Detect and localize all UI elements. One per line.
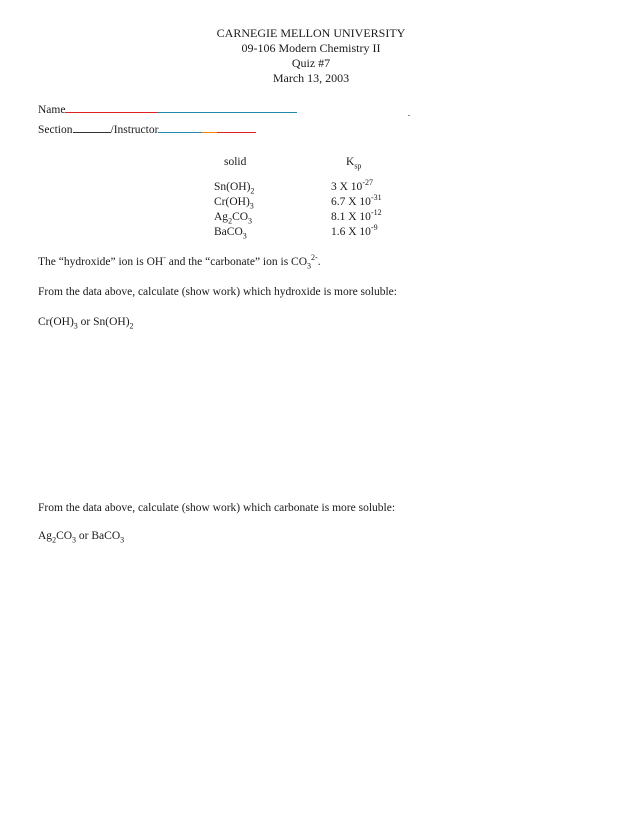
solid-name-tail: CO [232, 211, 249, 223]
ksp-exponent: -9 [370, 223, 378, 233]
quiz-date: March 13, 2003 [272, 71, 350, 85]
ions-sentence [38, 253, 321, 271]
section-label: Section [38, 124, 73, 136]
solid-row [214, 225, 254, 240]
instructor-label: /Instructor [110, 124, 159, 136]
question-2-prompt: From the data above, calculate (show work) which carbonate is more soluble: [38, 502, 396, 514]
question-1-choices [38, 316, 134, 331]
quiz-title: Quiz #7 [291, 56, 331, 70]
ksp-sub: sp [354, 161, 362, 171]
choice-sub: 3 [73, 321, 78, 331]
solid-row [214, 195, 254, 210]
solid-sub: 2 [250, 186, 255, 196]
ksp-value: 6.7 X 10 [331, 196, 371, 208]
solid-column [214, 180, 254, 240]
solid-sub: 3 [249, 201, 254, 211]
or-text: or [76, 530, 92, 542]
col-ksp-header [346, 156, 362, 171]
solid-sub: 2 [228, 216, 233, 226]
stray-mark [408, 115, 410, 116]
question-2-choices [38, 530, 125, 545]
sentence-period: . [317, 256, 321, 268]
ksp-row [331, 225, 382, 240]
choice-sub: 2 [129, 321, 134, 331]
choice-sub: 3 [72, 535, 77, 545]
choice-sn-oh: Sn(OH) [93, 316, 130, 328]
name-label: Name [38, 104, 66, 116]
choice-sub: 3 [120, 535, 125, 545]
section-line[interactable] [73, 131, 111, 133]
ksp-column [331, 180, 382, 240]
solid-name: Ag [214, 211, 229, 223]
solid-sub: 3 [242, 231, 247, 241]
choice-co: CO [56, 530, 73, 542]
name-line[interactable] [65, 111, 297, 113]
or-text: or [77, 316, 94, 328]
solid-name: BaCO [214, 226, 243, 238]
ksp-exponent: -31 [370, 193, 382, 203]
carbonate-text: and the “carbonate” ion is CO [165, 256, 308, 268]
choice-baco: BaCO [91, 530, 121, 542]
ksp-value: 8.1 X 10 [331, 211, 371, 223]
solid-name: Sn(OH) [214, 181, 251, 193]
carbonate-charge: 2- [311, 253, 318, 263]
solid-row [214, 180, 254, 195]
course-title: 09-106 Modern Chemistry II [241, 41, 381, 55]
hydroxide-text: The “hydroxide” ion is OH [38, 256, 164, 268]
name-row [38, 104, 297, 116]
solid-name: Cr(OH) [214, 196, 250, 208]
solid-tail-sub: 3 [248, 216, 253, 226]
question-1-prompt: From the data above, calculate (show work) which hydroxide is more soluble: [38, 286, 397, 298]
ksp-exponent: -27 [362, 178, 373, 188]
solid-row [214, 210, 254, 225]
choice-cr-oh: Cr(OH) [38, 316, 74, 328]
choice-sub: 2 [52, 535, 57, 545]
section-row [38, 124, 256, 136]
instructor-line[interactable] [158, 131, 256, 133]
university-title: CARNEGIE MELLON UNIVERSITY [216, 26, 406, 40]
ksp-value: 1.6 X 10 [331, 226, 371, 238]
ksp-value: 3 X 10 [331, 181, 363, 193]
col-solid-header: solid [224, 156, 247, 168]
choice-ag: Ag [38, 530, 53, 542]
hydroxide-charge: - [163, 253, 166, 263]
carbonate-sub: 3 [307, 261, 312, 271]
ksp-label: K [346, 156, 355, 168]
ksp-exponent: -12 [370, 208, 382, 218]
